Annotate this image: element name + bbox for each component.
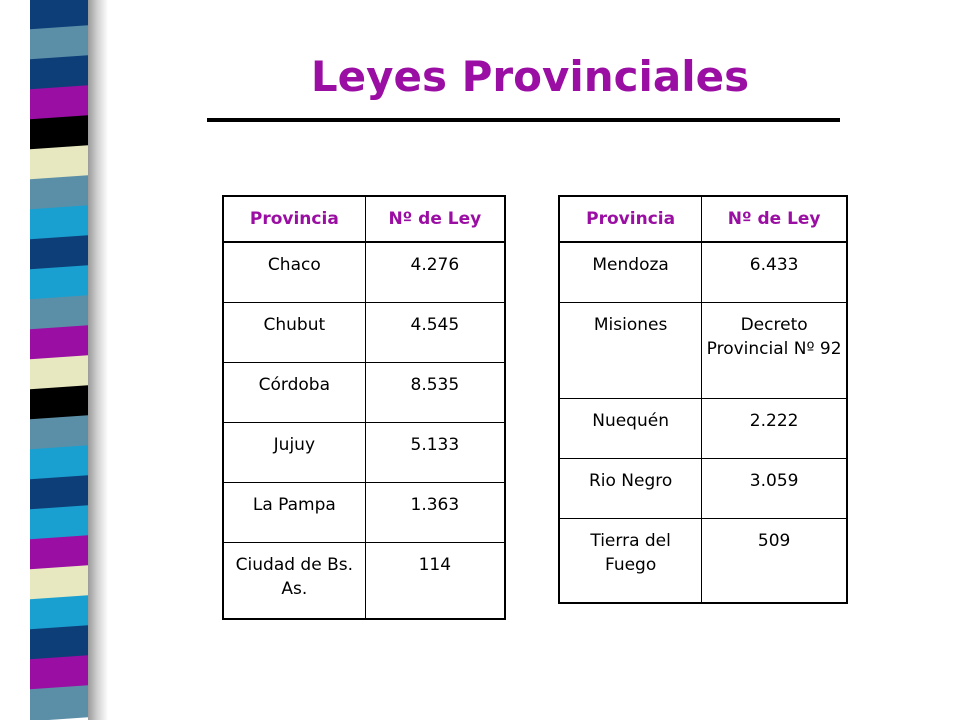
table-header-row [559,196,847,242]
table-header-row [223,196,505,242]
header-numero-ley: Nº de Ley [702,196,847,242]
cell-provincia: Rio Negro [559,458,702,518]
cell-ley: 5.133 [365,422,505,482]
header-numero-ley: Nº de Ley [365,196,505,242]
table-row [559,302,847,398]
cell-provincia: Chaco [223,242,365,302]
table-row [223,302,505,362]
table-row [559,518,847,603]
provincial-laws-table-left [222,195,506,620]
cell-provincia: Córdoba [223,362,365,422]
cell-ley: 114 [365,542,505,619]
cell-provincia: Jujuy [223,422,365,482]
slide-title: Leyes Provinciales [310,52,750,101]
cell-provincia: Tierra del Fuego [559,518,702,603]
table-row [223,542,505,619]
table-row [223,242,505,302]
cell-ley: 2.222 [702,398,847,458]
cell-provincia: La Pampa [223,482,365,542]
cell-ley: 4.276 [365,242,505,302]
table-row [559,458,847,518]
cell-ley: 8.535 [365,362,505,422]
decorative-stripe-bar [30,0,88,720]
table-row [223,422,505,482]
table-row [559,398,847,458]
cell-ley: 6.433 [702,242,847,302]
table-row [223,482,505,542]
cell-provincia: Nuequén [559,398,702,458]
cell-ley: 3.059 [702,458,847,518]
header-provincia: Provincia [559,196,702,242]
provincial-laws-table-right [558,195,848,604]
table-row [559,242,847,302]
header-provincia: Provincia [223,196,365,242]
decorative-stripe [30,684,88,720]
cell-provincia: Mendoza [559,242,702,302]
cell-ley: 1.363 [365,482,505,542]
cell-ley: 509 [702,518,847,603]
cell-provincia: Misiones [559,302,702,398]
cell-ley: 4.545 [365,302,505,362]
cell-ley: Decreto Provincial Nº 92 [702,302,847,398]
cell-provincia: Chubut [223,302,365,362]
table-row [223,362,505,422]
title-underline [207,118,840,122]
stripe-shadow [88,0,108,720]
cell-provincia: Ciudad de Bs. As. [223,542,365,619]
